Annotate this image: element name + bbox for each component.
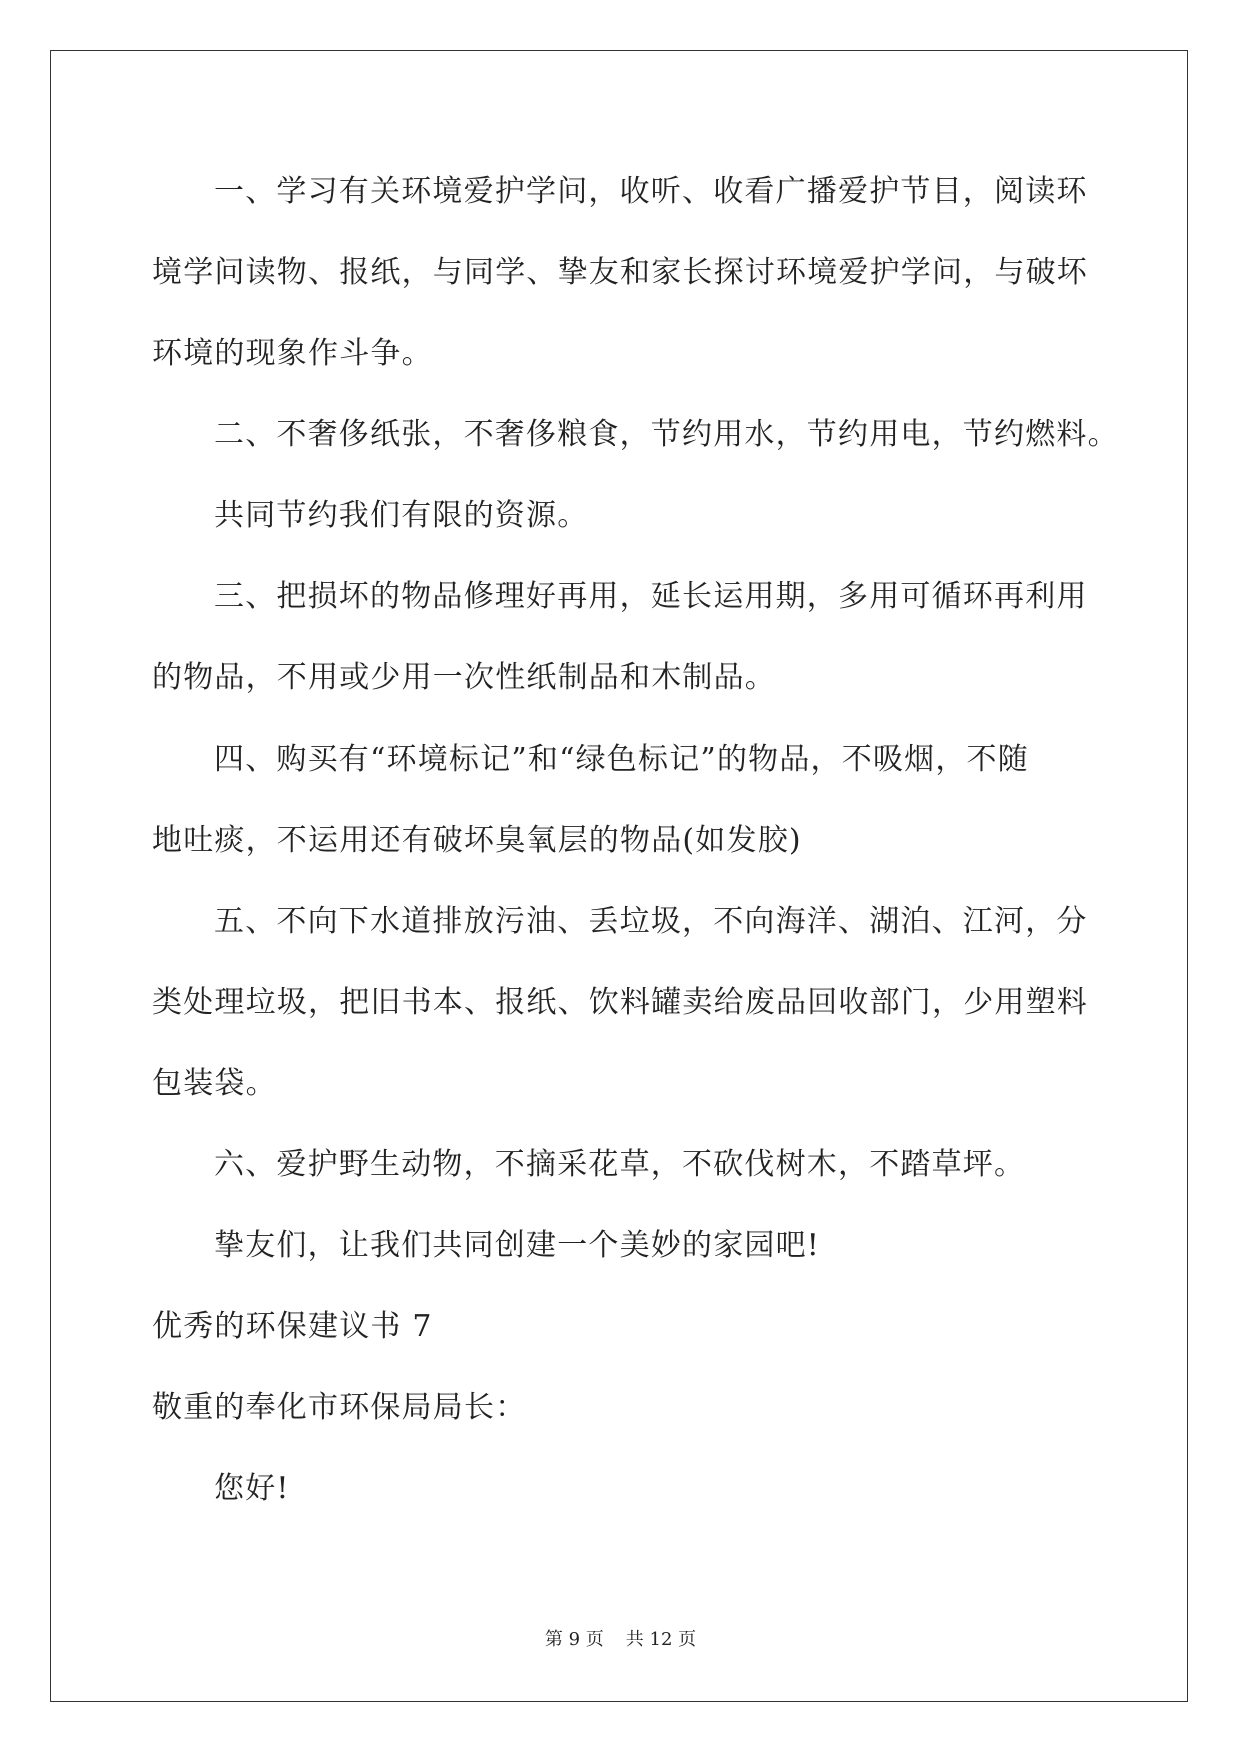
- text-line: 六、爱护野生动物，不摘采花草，不砍伐树木，不踏草坪。: [214, 1147, 1026, 1182]
- text-line: 共同节约我们有限的资源。: [214, 498, 589, 533]
- page-number-total: 共 12 页: [625, 1629, 697, 1650]
- text-line: 类处理垃圾，把旧书本、报纸、饮料罐卖给废品回收部门，少用塑料: [152, 985, 1088, 1020]
- text-line: 一、学习有关环境爱护学问，收听、收看广播爱护节目，阅读环: [214, 174, 1088, 209]
- text-line: 的物品，不用或少用一次性纸制品和木制品。: [152, 660, 776, 695]
- text-line: 挚友们，让我们共同创建一个美妙的家园吧!: [214, 1228, 821, 1263]
- text-line: 包装袋。: [152, 1066, 277, 1101]
- text-line: 地吐痰，不运用还有破坏臭氧层的物品(如发胶): [152, 823, 802, 858]
- section-heading: 优秀的环保建议书 7: [152, 1309, 433, 1344]
- page-frame: [50, 50, 1188, 1702]
- page-footer: [0, 1628, 1241, 1652]
- text-line: 环境的现象作斗争。: [152, 336, 433, 371]
- text-line: 三、把损坏的物品修理好再用，延长运用期，多用可循环再利用: [214, 579, 1088, 614]
- text-line: 四、购买有“环境标记”和“绿色标记”的物品，不吸烟，不随: [214, 742, 1029, 777]
- text-line: 二、不奢侈纸张，不奢侈粮食，节约用水，节约用电，节约燃料。: [214, 417, 1119, 452]
- salutation: 敬重的奉化市环保局局长：: [152, 1390, 527, 1425]
- text-line: 五、不向下水道排放污油、丢垃圾，不向海洋、湖泊、江河，分: [214, 904, 1088, 939]
- greeting: 您好!: [214, 1471, 290, 1506]
- text-line: 境学问读物、报纸，与同学、挚友和家长探讨环境爱护学问，与破坏: [152, 255, 1088, 290]
- page-number-current: 第 9 页: [544, 1629, 604, 1650]
